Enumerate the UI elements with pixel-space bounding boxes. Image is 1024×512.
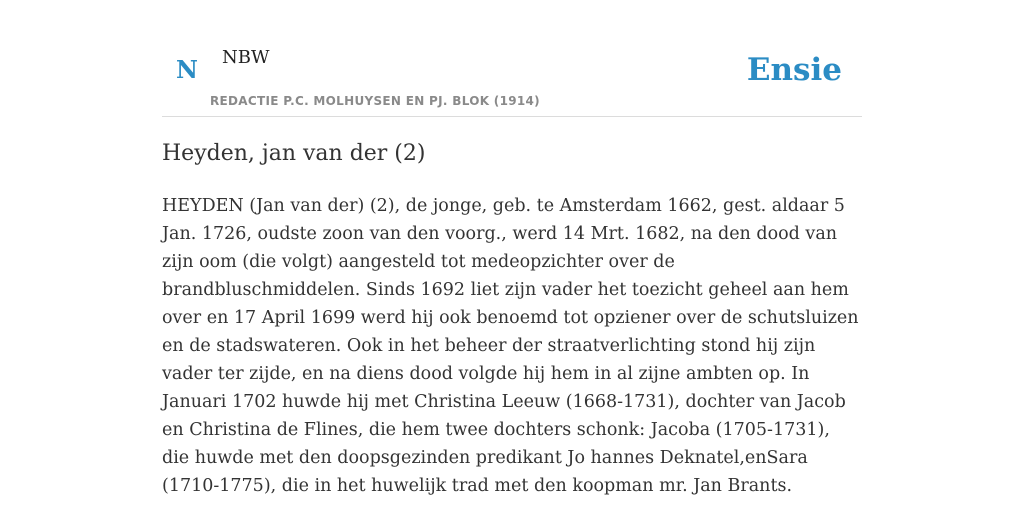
brand-logo[interactable]: Ensie — [746, 52, 842, 88]
source-logo[interactable]: N — [176, 55, 198, 84]
source-name[interactable]: NBW — [222, 47, 270, 68]
article-title: Heyden, jan van der (2) — [162, 141, 426, 166]
source-header — [162, 0, 862, 117]
article-body: HEYDEN (Jan van der) (2), de jonge, geb. te Amsterdam 1662, gest. aldaar 5 Jan. 1726, oudste zoon van den voorg., werd 14 Mrt. 1682, na den dood van zijn oom (die volgt) aangesteld tot medeopzichter over de brandbluschmiddelen. Sinds 1692 liet zijn vader het toezicht geheel aan hem over en 17 April 1699 werd hij ook benoemd tot opziener over de schutsluizen en de stadswateren. Ook in het beheer der straatverlichting stond hij zijn vader ter zijde, en na diens dood volgde hij hem in al zijne ambten op. In Januari 1702 huwde hij met Christina Leeuw (1668-1731), dochter van Jacob en Christina de Flines, die hem twee dochters schonk: Jacoba (1705-1731), die huwde met den doopsgezinden predikant Jo hannes Deknatel,enSara (1710-1775), die in het huwelijk trad met den koopman mr. Jan Brants. — [162, 196, 859, 496]
source-editors: REDACTIE P.C. MOLHUYSEN EN PJ. BLOK (1914) — [210, 94, 540, 108]
